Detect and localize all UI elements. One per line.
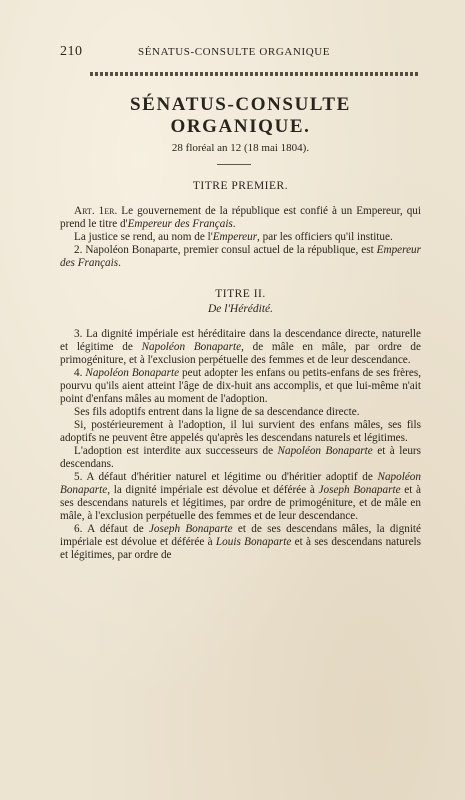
date-line: 28 floréal an 12 (18 mai 1804). bbox=[171, 142, 310, 154]
article-4-paragraph bbox=[60, 367, 421, 406]
text-run: et de ses descendans mâles, la dignité impériale est dévolue et déférée à bbox=[60, 523, 421, 548]
emphasis-text: Joseph Bonaparte bbox=[318, 484, 401, 496]
text-run: 5. A défaut d'héritier naturel et légitime ou d'héritier adoptif de bbox=[74, 471, 378, 483]
emphasis-text: Empereur bbox=[212, 231, 258, 243]
adoptive-sons-paragraph: Ses fils adoptifs entrent dans la ligne de sa descendance directe. bbox=[74, 406, 360, 418]
text-run: 6. A défaut de bbox=[74, 523, 149, 535]
text-run: et à ses descendans naturels et légitimes, par ordre de bbox=[60, 536, 421, 561]
section-heading-titre-premier: TITRE PREMIER. bbox=[192, 180, 289, 192]
emphasis-text: Napoléon Bonaparte bbox=[85, 367, 180, 379]
article-5-paragraph bbox=[60, 471, 421, 523]
text-run: 4. bbox=[74, 367, 86, 379]
emphasis-text: Joseph Bonaparte bbox=[148, 523, 233, 535]
page-number: 210 bbox=[60, 44, 83, 59]
emphasis-text: Napoléon Bonaparte bbox=[277, 445, 373, 457]
emphasis-text: Napoléon Bonaparte bbox=[60, 471, 421, 496]
text-run: . bbox=[118, 257, 121, 269]
emphasis-text: Empereur des Français bbox=[127, 218, 233, 230]
article-6-paragraph bbox=[60, 523, 421, 562]
article-1-label: Art. 1er. bbox=[74, 205, 118, 217]
page-title: SÉNATUS-CONSULTE ORGANIQUE. bbox=[130, 94, 351, 137]
adoption-prohibited-paragraph bbox=[60, 445, 421, 471]
document-body bbox=[60, 180, 421, 562]
section-heading-titre-ii: TITRE II. bbox=[215, 288, 266, 300]
article-2-paragraph bbox=[60, 244, 421, 270]
text-run: , par les officiers qu'il institue. bbox=[257, 231, 393, 243]
text-run: 2. Napoléon Bonaparte, premier consul actuel de la république, est bbox=[74, 244, 377, 256]
text-run: et à leurs descendans. bbox=[60, 445, 421, 470]
emphasis-text: Louis Bonaparte bbox=[215, 536, 292, 548]
text-run: La justice se rend, au nom de l' bbox=[74, 231, 213, 243]
running-head bbox=[60, 44, 421, 60]
text-run: L'adoption est interdite aux successeurs de bbox=[74, 445, 278, 457]
text-run: , de mâle en mâle, par ordre de primogéniture, et à l'exclusion perpétuelle des femmes et de leur descendance. bbox=[60, 341, 421, 366]
running-title: SÉNATUS-CONSULTE ORGANIQUE bbox=[138, 46, 331, 58]
article-1-paragraph bbox=[60, 205, 421, 231]
section-subheading: De l'Hérédité. bbox=[207, 303, 274, 315]
emphasis-text: Empereur des Français bbox=[60, 244, 421, 269]
divider-rule bbox=[217, 164, 251, 165]
text-run: Le gouvernement de la république est confié à un Empereur, qui prend le titre d' bbox=[60, 205, 421, 230]
justice-paragraph bbox=[60, 231, 421, 244]
text-run: peut adopter les enfans ou petits-enfans de ses frères, pourvu qu'ils aient atteint l'âge de dix-huit ans accomplis, et que lui-même n'ait point d'enfans mâles au moment de l'adoption. bbox=[60, 367, 421, 405]
text-run: , la dignité impériale est dévolue et déférée à bbox=[107, 484, 319, 496]
text-run: et à ses descendans naturels et légitimes, par ordre de primogéniture, et de mâle en mâle, à l'exclusion perpétuelle des femmes et de leur descendance. bbox=[60, 484, 421, 522]
text-run: 3. La dignité impériale est héréditaire dans la descendance directe, naturelle et légitime de bbox=[60, 328, 421, 353]
ornament-rule bbox=[90, 72, 420, 76]
text-run: . bbox=[232, 218, 236, 230]
article-3-paragraph bbox=[60, 328, 421, 367]
emphasis-text: Napoléon Bonaparte bbox=[141, 341, 242, 353]
natural-sons-paragraph: Si, postérieurement à l'adoption, il lui survient des enfans mâles, ses fils adoptifs ne peuvent être appelés qu'après les descendans naturels et légitimes. bbox=[60, 419, 421, 444]
